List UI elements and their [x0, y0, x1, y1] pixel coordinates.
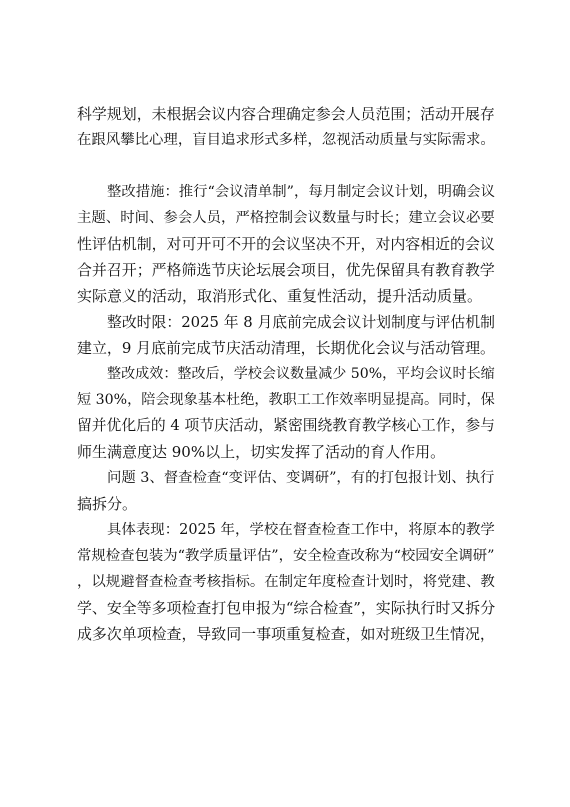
text-line: 整改措施：推行“会议清单制”，每月制定会议计划，明确会议 — [107, 184, 496, 200]
text-line: 成多次单项检查，导致同一事项重复检查，如对班级卫生情况， — [77, 625, 495, 643]
text-line: 常规检查包装为“教学质量评估”，安全检查改称为“校园安全调研” — [77, 548, 495, 564]
text-line: 整改时限：2025 年 8 月底前完成会议计划制度与评估机制 — [107, 313, 495, 331]
text-line: 留并优化后的 4 项节庆活动，紧密围绕教育教学核心工作，参与 — [77, 417, 495, 434]
paragraph-gap — [77, 153, 495, 179]
text-line: 短 30%，陪会现象基本杜绝，教职工工作效率明显提高。同时，保 — [77, 392, 495, 408]
text-line: 主题、时间、参会人员，严格控制会议数量与时长；建立会议必要 — [77, 210, 495, 226]
text-line: 性评估机制，对可开可不开的会议坚决不开，对内容相近的会议 — [77, 235, 495, 253]
text-line: 学、安全等多项检查打包申报为“综合检查”，实际执行时又拆分 — [77, 599, 496, 617]
text-line: 实际意义的活动，取消形式化、重复性活动，提升活动质量。 — [77, 287, 483, 305]
text-line: 科学规划，未根据会议内容合理确定参会人员范围；活动开展存 — [77, 105, 495, 123]
text-line: 问题 3、督查检查“变评估、变调研”，有的打包报计划、执行 — [107, 470, 495, 486]
text-line: 在跟风攀比心理，盲目追求形式多样，忽视活动质量与实际需求。 — [77, 132, 495, 148]
text-line: 具体表现：2025 年，学校在督查检查工作中，将原本的教学 — [107, 522, 495, 538]
text-line: 建立，9 月底前完成节庆活动清理，长期优化会议与活动管理。 — [77, 339, 496, 357]
text-line: 整改成效：整改后，学校会议数量减少 50%，平均会议时长缩 — [107, 366, 495, 382]
text-line: 合并召开；严格筛选节庆论坛展会项目，优先保留具有教育教学 — [77, 261, 495, 279]
text-line: ，以规避督查检查考核指标。在制定年度检查计划时，将党建、教 — [77, 574, 495, 590]
document-body — [77, 101, 495, 647]
text-line: 搞拆分。 — [77, 495, 138, 513]
text-line: 师生满意度达 90%以上，切实发挥了活动的育人作用。 — [77, 443, 446, 461]
